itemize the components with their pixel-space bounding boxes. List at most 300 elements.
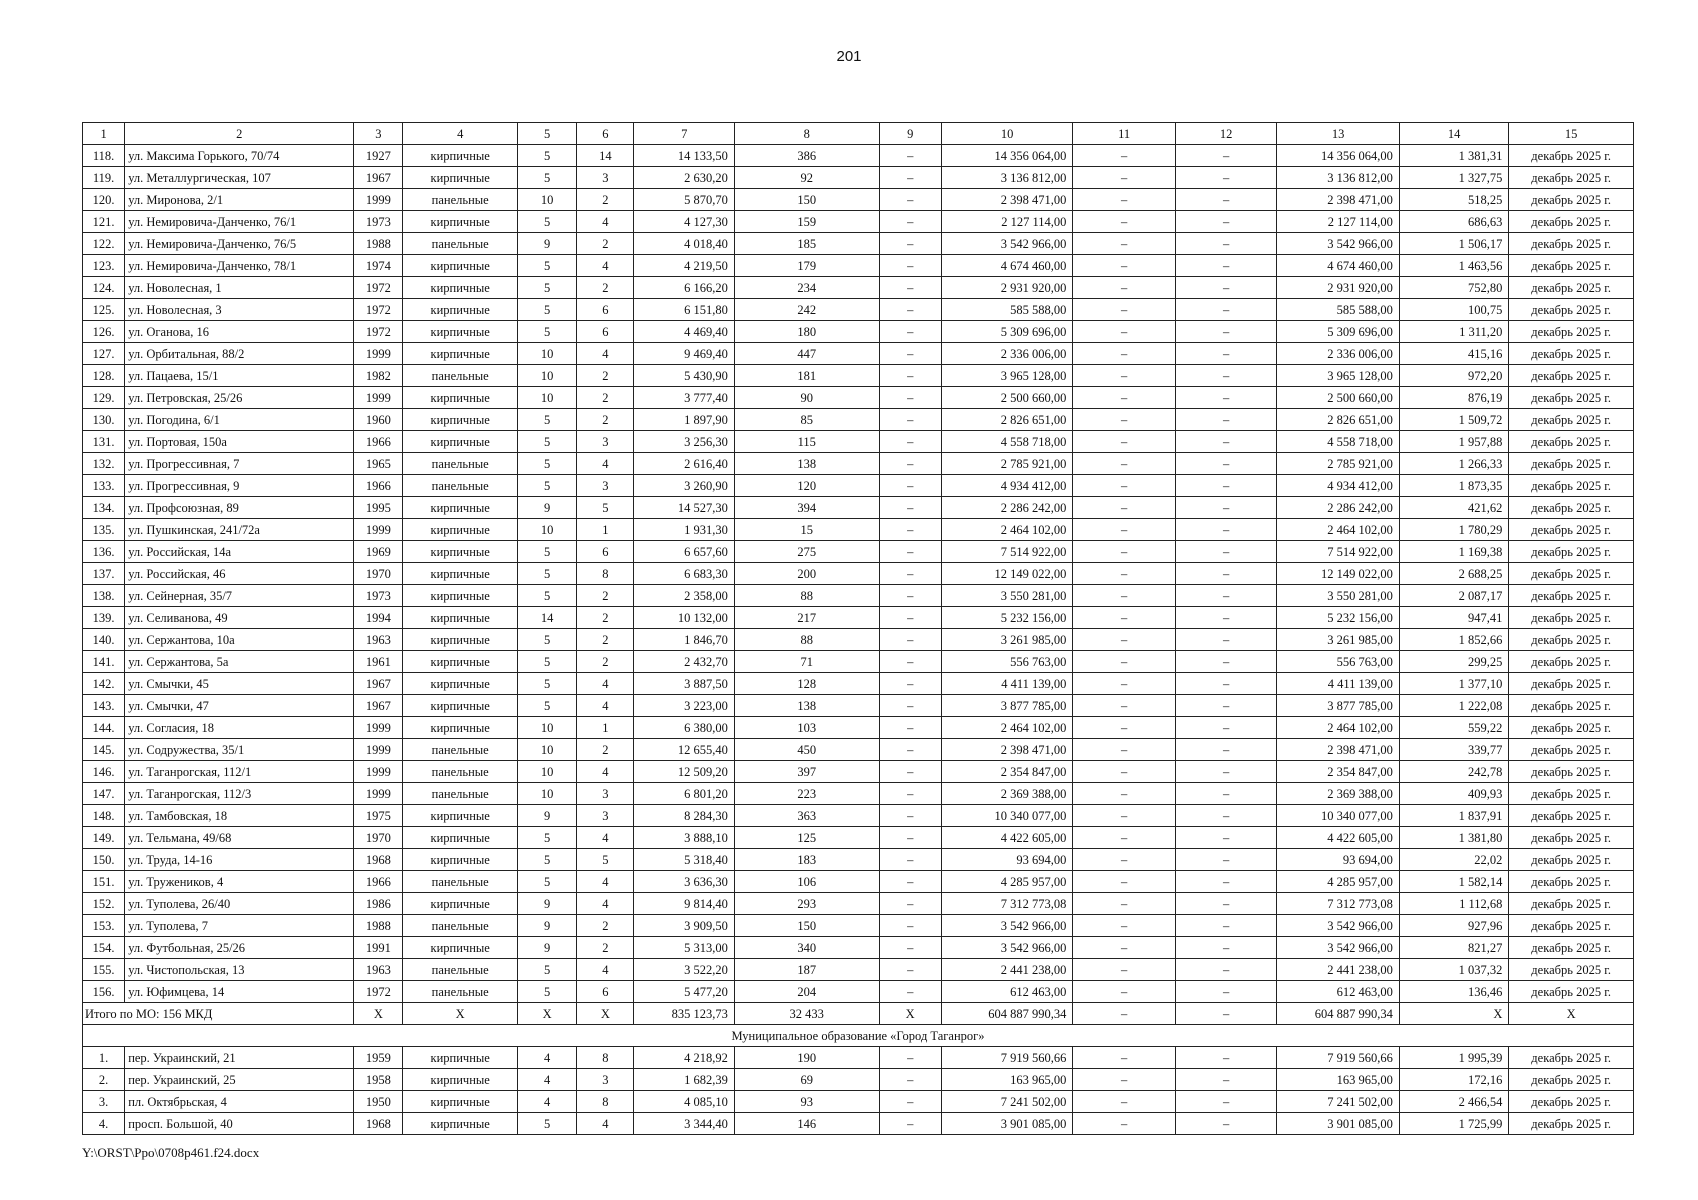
table-cell: пер. Украинский, 25 [125,1069,354,1091]
table-cell: 5 [517,299,576,321]
table-cell: кирпичные [403,431,518,453]
footer-file-path: Y:\ORST\Ppo\0708p461.f24.docx [82,1145,260,1160]
table-cell: 148. [83,805,125,827]
table-cell: 1999 [354,519,403,541]
table-cell: – [1175,299,1276,321]
table-cell: 1 897,90 [634,409,734,431]
table-cell: 1 169,38 [1399,541,1508,563]
table-cell: 6 657,60 [634,541,734,563]
total-cell: – [1073,1003,1175,1025]
table-cell: – [879,541,941,563]
table-cell: – [1175,475,1276,497]
table-cell: 10 [517,189,576,211]
table-cell: панельные [403,189,518,211]
column-header: 4 [403,123,518,145]
table-row [83,233,1634,255]
table-cell: декабрь 2025 г. [1509,431,1634,453]
column-header: 3 [354,123,403,145]
table-cell: 3 909,50 [634,915,734,937]
table-cell: 4 934 412,00 [1277,475,1400,497]
table-cell: 585 588,00 [1277,299,1400,321]
table-cell: 134. [83,497,125,519]
table-cell: 6 683,30 [634,563,734,585]
table-cell: декабрь 2025 г. [1509,651,1634,673]
table-cell: – [879,167,941,189]
table-cell: 2 931 920,00 [941,277,1073,299]
table-cell: кирпичные [403,255,518,277]
table-cell: 5 [517,871,576,893]
table-cell: 5 [517,277,576,299]
table-cell: 118. [83,145,125,167]
table-cell: 3 261 985,00 [1277,629,1400,651]
table-cell: 125 [734,827,879,849]
table-row [83,739,1634,761]
table-cell: 10 340 077,00 [941,805,1073,827]
table-cell: 927,96 [1399,915,1508,937]
table-cell: – [879,673,941,695]
table-cell: 141. [83,651,125,673]
table-cell: 100,75 [1399,299,1508,321]
table-row [83,915,1634,937]
table-cell: 121. [83,211,125,233]
table-cell: ул. Погодина, 6/1 [125,409,354,431]
table-cell: 1970 [354,563,403,585]
table-cell: 5 [517,453,576,475]
table-cell: кирпичные [403,1091,518,1113]
table-cell: кирпичные [403,387,518,409]
table-cell: – [1175,607,1276,629]
table-cell: – [879,519,941,541]
table-cell: 2 [577,365,634,387]
table-cell: 151. [83,871,125,893]
table-cell: 142. [83,673,125,695]
table-cell: 140. [83,629,125,651]
table-cell: – [1175,1069,1276,1091]
table-cell: 4 [577,673,634,695]
table-cell: – [1175,321,1276,343]
table-cell: – [1175,1113,1276,1135]
table-cell: ул. Орбитальная, 88/2 [125,343,354,365]
table-cell: 2 [577,387,634,409]
table-cell: 5 232 156,00 [1277,607,1400,629]
table-cell: 585 588,00 [941,299,1073,321]
table-cell: – [879,343,941,365]
table-cell: 4 [577,695,634,717]
table-cell: 2 398 471,00 [1277,739,1400,761]
table-cell: 155. [83,959,125,981]
table-cell: – [879,233,941,255]
table-cell: 5 [517,211,576,233]
table-cell: 2 398 471,00 [1277,189,1400,211]
table-cell: – [1073,783,1175,805]
table-cell: 14 527,30 [634,497,734,519]
column-header-row [83,123,1634,145]
table-cell: декабрь 2025 г. [1509,255,1634,277]
table-cell: – [1175,233,1276,255]
table-cell: 1999 [354,717,403,739]
table-cell: ул. Металлургическая, 107 [125,167,354,189]
table-row [83,651,1634,673]
table-cell: 1973 [354,211,403,233]
table-row [83,365,1634,387]
table-cell: 4 [577,1113,634,1135]
table-cell: 4 674 460,00 [941,255,1073,277]
table-cell: 2 826 651,00 [941,409,1073,431]
table-cell: декабрь 2025 г. [1509,475,1634,497]
table-cell: 2 [577,277,634,299]
table-cell: – [1073,915,1175,937]
table-cell: 12 149 022,00 [941,563,1073,585]
table-cell: – [1073,189,1175,211]
table-cell: – [1073,739,1175,761]
table-cell: 128 [734,673,879,695]
table-cell: – [1175,343,1276,365]
table-cell: 972,20 [1399,365,1508,387]
table-cell: 7 514 922,00 [1277,541,1400,563]
table-cell: декабрь 2025 г. [1509,849,1634,871]
table-cell: 163 965,00 [1277,1069,1400,1091]
table-cell: 5 [517,849,576,871]
table-cell: декабрь 2025 г. [1509,321,1634,343]
table-cell: декабрь 2025 г. [1509,519,1634,541]
table-cell: – [879,717,941,739]
table-cell: 163 965,00 [941,1069,1073,1091]
table-cell: – [1073,453,1175,475]
table-cell: панельные [403,915,518,937]
table-cell: 1999 [354,761,403,783]
table-cell: 4 934 412,00 [941,475,1073,497]
table-cell: 2 286 242,00 [1277,497,1400,519]
table-cell: 3 136 812,00 [1277,167,1400,189]
table-cell: кирпичные [403,343,518,365]
table-cell: 1 725,99 [1399,1113,1508,1135]
table-cell: 127. [83,343,125,365]
table-cell: – [1073,585,1175,607]
table-cell: – [879,871,941,893]
table-cell: 2 354 847,00 [941,761,1073,783]
table-cell: 2 826 651,00 [1277,409,1400,431]
table-cell: 12 149 022,00 [1277,563,1400,585]
table-cell: 1972 [354,299,403,321]
column-header: 13 [1277,123,1400,145]
table-cell: ул. Тружеников, 4 [125,871,354,893]
table-cell: – [1175,409,1276,431]
table-cell: 1 [577,717,634,739]
table-cell: 1 931,30 [634,519,734,541]
table-cell: 1994 [354,607,403,629]
table-cell: ул. Сейнерная, 35/7 [125,585,354,607]
table-cell: 947,41 [1399,607,1508,629]
table-cell: ул. Немировича-Данченко, 78/1 [125,255,354,277]
table-cell: 152. [83,893,125,915]
table-cell: – [1175,893,1276,915]
table-cell: 363 [734,805,879,827]
table-row [83,805,1634,827]
table-cell: 14 [517,607,576,629]
table-cell: кирпичные [403,277,518,299]
table-cell: 3 965 128,00 [1277,365,1400,387]
table-cell: пер. Украинский, 21 [125,1047,354,1069]
table-cell: 10 340 077,00 [1277,805,1400,827]
table-row [83,497,1634,519]
table-cell: 2 398 471,00 [941,189,1073,211]
table-cell: – [879,893,941,915]
table-cell: 5 870,70 [634,189,734,211]
table-cell: – [1175,277,1276,299]
table-cell: – [1073,365,1175,387]
table-cell: 10 [517,761,576,783]
table-cell: 5 430,90 [634,365,734,387]
table-cell: – [1073,1047,1175,1069]
table-cell: – [879,453,941,475]
table-cell: – [879,805,941,827]
total-label: Итого по МО: 156 МКД [83,1003,354,1025]
table-cell: 5 [577,497,634,519]
column-header: 12 [1175,123,1276,145]
table-cell: ул. Тельмана, 49/68 [125,827,354,849]
table-cell: панельные [403,783,518,805]
table-cell: 1972 [354,981,403,1003]
table-row [83,563,1634,585]
table-cell: 181 [734,365,879,387]
table-cell: ул. Смычки, 45 [125,673,354,695]
table-cell: 3 901 085,00 [941,1113,1073,1135]
table-cell: – [879,981,941,1003]
table-cell: – [879,321,941,343]
table-cell: – [1073,167,1175,189]
table-cell: – [1073,519,1175,541]
table-row [83,145,1634,167]
table-cell: 5 318,40 [634,849,734,871]
table-row [83,277,1634,299]
table-row [83,541,1634,563]
table-cell: 180 [734,321,879,343]
table-cell: 1 112,68 [1399,893,1508,915]
table-cell: панельные [403,871,518,893]
table-cell: 2 358,00 [634,585,734,607]
table-cell: 1 957,88 [1399,431,1508,453]
table-cell: панельные [403,233,518,255]
total-cell: – [1175,1003,1276,1025]
table-cell: – [879,1091,941,1113]
table-cell: – [1073,607,1175,629]
table-cell: 1982 [354,365,403,387]
table-row [83,1113,1634,1135]
table-cell: ул. Тамбовская, 18 [125,805,354,827]
table-cell: – [1175,871,1276,893]
table-cell: – [1073,255,1175,277]
table-cell: декабрь 2025 г. [1509,629,1634,651]
table-cell: 5 [517,409,576,431]
table-cell: 22,02 [1399,849,1508,871]
table-cell: 2 441 238,00 [1277,959,1400,981]
table-cell: 5 [517,981,576,1003]
table-cell: 10 [517,739,576,761]
table-cell: – [1175,431,1276,453]
table-cell: 2 464 102,00 [941,717,1073,739]
table-cell: 10 [517,387,576,409]
table-cell: декабрь 2025 г. [1509,541,1634,563]
table-cell: 2 [577,915,634,937]
table-cell: – [1073,299,1175,321]
table-cell: ул. Российская, 14а [125,541,354,563]
table-cell: 3 777,40 [634,387,734,409]
column-header: 1 [83,123,125,145]
table-cell: ул. Миронова, 2/1 [125,189,354,211]
table-cell: 2 398 471,00 [941,739,1073,761]
table-cell: 234 [734,277,879,299]
table-cell: декабрь 2025 г. [1509,343,1634,365]
table-cell: 3 550 281,00 [941,585,1073,607]
table-cell: 3 965 128,00 [941,365,1073,387]
table-cell: декабрь 2025 г. [1509,453,1634,475]
table-cell: – [1073,761,1175,783]
table-cell: 2 500 660,00 [941,387,1073,409]
table-cell: 821,27 [1399,937,1508,959]
table-cell: – [879,299,941,321]
table-cell: 5 [517,585,576,607]
table-cell: 1995 [354,497,403,519]
table-cell: 556 763,00 [941,651,1073,673]
table-cell: 4 [577,827,634,849]
table-cell: 138 [734,453,879,475]
table-row [83,167,1634,189]
table-cell: 7 919 560,66 [1277,1047,1400,1069]
table-cell: 137. [83,563,125,585]
table-cell: ул. Прогрессивная, 7 [125,453,354,475]
table-cell: 1974 [354,255,403,277]
table-cell: декабрь 2025 г. [1509,937,1634,959]
table-cell: 185 [734,233,879,255]
total-cell: X [354,1003,403,1025]
table-cell: – [1073,497,1175,519]
table-cell: ул. Таганрогская, 112/1 [125,761,354,783]
table-cell: 143. [83,695,125,717]
table-cell: 2 336 006,00 [941,343,1073,365]
table-cell: 5 [577,849,634,871]
table-row [83,475,1634,497]
table-cell: – [1175,585,1276,607]
table-cell: 2 464 102,00 [941,519,1073,541]
table-cell: – [879,849,941,871]
table-cell: 1 995,39 [1399,1047,1508,1069]
table-cell: 5 [517,431,576,453]
table-cell: 1966 [354,475,403,497]
table-cell: 1972 [354,277,403,299]
total-cell: 835 123,73 [634,1003,734,1025]
table-cell: ул. Немировича-Данченко, 76/5 [125,233,354,255]
table-cell: 204 [734,981,879,1003]
column-header: 6 [577,123,634,145]
table-cell: кирпичные [403,717,518,739]
table-cell: – [879,431,941,453]
table-cell: 1959 [354,1047,403,1069]
total-cell: X [517,1003,576,1025]
table-cell: – [879,629,941,651]
registry-table-container [82,122,1634,1135]
table-cell: 5 309 696,00 [941,321,1073,343]
table-cell: 7 241 502,00 [941,1091,1073,1113]
table-cell: 6 [577,541,634,563]
table-cell: панельные [403,475,518,497]
table-cell: ул. Таганрогская, 112/3 [125,783,354,805]
table-cell: декабрь 2025 г. [1509,981,1634,1003]
table-cell: 1961 [354,651,403,673]
table-cell: 3 522,20 [634,959,734,981]
table-cell: 2 [577,739,634,761]
table-cell: 1 222,08 [1399,695,1508,717]
table-cell: – [1175,563,1276,585]
table-cell: 4 085,10 [634,1091,734,1113]
table-cell: 12 509,20 [634,761,734,783]
table-cell: ул. Российская, 46 [125,563,354,585]
table-cell: декабрь 2025 г. [1509,387,1634,409]
table-cell: – [1073,563,1175,585]
table-cell: 5 [517,629,576,651]
table-row [83,607,1634,629]
section-title: Муниципальное образование «Город Таганрог» [83,1025,1634,1047]
table-row [83,673,1634,695]
table-cell: кирпичные [403,409,518,431]
table-cell: 5 [517,827,576,849]
table-cell: 1991 [354,937,403,959]
table-cell: – [1073,211,1175,233]
table-row [83,211,1634,233]
table-cell: 612 463,00 [941,981,1073,1003]
table-cell: 187 [734,959,879,981]
table-cell: 124. [83,277,125,299]
table-cell: 8 [577,1091,634,1113]
table-cell: – [1175,783,1276,805]
table-cell: ул. Туполева, 7 [125,915,354,937]
column-header: 9 [879,123,941,145]
table-cell: 1999 [354,739,403,761]
table-cell: 5 [517,145,576,167]
table-cell: 4 [577,255,634,277]
table-cell: 14 356 064,00 [1277,145,1400,167]
table-cell: 149. [83,827,125,849]
table-cell: 3 542 966,00 [941,915,1073,937]
table-row [83,321,1634,343]
table-cell: панельные [403,981,518,1003]
table-row [83,431,1634,453]
table-cell: 129. [83,387,125,409]
total-cell: X [879,1003,941,1025]
table-cell: ул. Содружества, 35/1 [125,739,354,761]
table-cell: 3 550 281,00 [1277,585,1400,607]
table-cell: ул. Селиванова, 49 [125,607,354,629]
table-cell: – [879,1113,941,1135]
table-cell: 9 [517,893,576,915]
column-header: 2 [125,123,354,145]
table-cell: 3 [577,167,634,189]
table-cell: 2 286 242,00 [941,497,1073,519]
table-row [83,937,1634,959]
table-cell: 172,16 [1399,1069,1508,1091]
table-cell: панельные [403,761,518,783]
table-row [83,453,1634,475]
table-cell: панельные [403,959,518,981]
table-cell: 4 422 605,00 [941,827,1073,849]
table-cell: 1972 [354,321,403,343]
table-cell: 3 256,30 [634,431,734,453]
table-cell: 139. [83,607,125,629]
table-cell: 123. [83,255,125,277]
table-cell: 15 [734,519,879,541]
table-cell: 1988 [354,915,403,937]
table-cell: 386 [734,145,879,167]
table-cell: – [1073,1091,1175,1113]
